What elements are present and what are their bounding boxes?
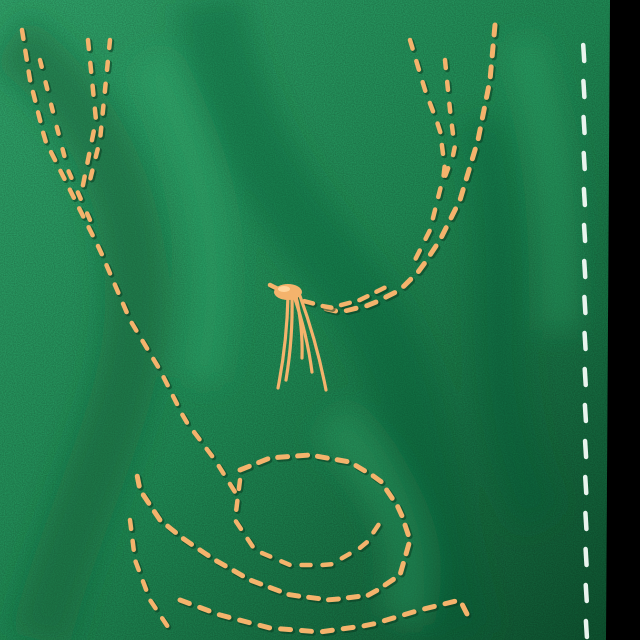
stitch [103, 106, 104, 114]
stitch [482, 108, 484, 118]
edge-stitch [584, 225, 585, 241]
stitch [93, 86, 94, 95]
stitch [240, 620, 250, 623]
stitch [445, 60, 446, 68]
stitch [239, 480, 240, 489]
stitch [478, 129, 480, 139]
stitch [100, 128, 101, 136]
stitch [322, 630, 332, 631]
stitch [490, 67, 491, 77]
stitch [317, 456, 327, 458]
stitch [438, 188, 440, 197]
stitch [92, 131, 94, 140]
stitch [90, 171, 92, 179]
stitch [90, 63, 91, 72]
stitch [425, 606, 435, 608]
stitch [323, 564, 332, 565]
stitch [38, 112, 40, 121]
stitch [46, 82, 48, 89]
stitch [69, 171, 72, 177]
stitch [87, 154, 89, 163]
stitch [323, 306, 332, 308]
stitch [348, 596, 358, 597]
stitch [466, 169, 469, 179]
stitch [343, 627, 353, 628]
stitch [105, 84, 106, 92]
stitch [433, 210, 435, 219]
stitch [51, 105, 53, 112]
edge-stitch [584, 189, 585, 205]
stitch [83, 176, 85, 185]
stitch [22, 30, 23, 39]
stitch [43, 133, 45, 142]
stitch [270, 588, 279, 592]
edge-stitch [583, 81, 584, 97]
stitch [29, 71, 30, 80]
edge-stitch [584, 117, 585, 133]
edge-stitch [585, 333, 586, 349]
edge-stitch [584, 297, 585, 313]
stitch [410, 40, 413, 49]
stitch [137, 476, 139, 486]
stitch [289, 595, 299, 597]
stitch [404, 612, 414, 615]
stitch [367, 302, 376, 306]
edge-stitch [583, 45, 584, 61]
stitch [240, 466, 249, 470]
stitch [96, 149, 98, 157]
stitch [337, 460, 347, 462]
edge-stitch [584, 153, 585, 169]
edge-stitch [584, 261, 585, 277]
stitch [298, 455, 308, 456]
stitch [236, 501, 237, 510]
stitch [260, 625, 270, 628]
stitch [328, 599, 338, 600]
stitch [136, 562, 139, 570]
stitch [88, 40, 89, 49]
stitch [438, 124, 441, 133]
stitch [57, 127, 59, 134]
stitch [180, 600, 189, 604]
edge-stitch-line-right [583, 45, 587, 637]
edge-stitch [585, 513, 586, 529]
edge-stitch [585, 477, 586, 493]
stitch [449, 104, 450, 112]
edge-stitch [585, 441, 586, 457]
stitch [107, 62, 108, 70]
stitch [384, 618, 394, 621]
edge-stitch [585, 369, 586, 385]
stitch [33, 92, 35, 101]
stitch [304, 301, 313, 303]
stitch [219, 615, 229, 618]
stitch [346, 308, 356, 310]
stitch [447, 82, 448, 90]
stitch [487, 88, 489, 98]
stitch [302, 631, 312, 632]
stitch [281, 629, 291, 630]
stitch [460, 189, 463, 199]
stitch [63, 149, 65, 156]
stitch [406, 544, 409, 554]
stitch [445, 601, 455, 603]
stitch [423, 82, 426, 91]
edge-stitch [586, 621, 587, 637]
stitch [442, 145, 443, 154]
stitch [78, 192, 81, 198]
stitch [492, 46, 493, 56]
stitch [430, 103, 433, 111]
stitch [143, 581, 146, 589]
stitch [494, 25, 495, 35]
stitch [25, 51, 26, 60]
stitch [87, 213, 90, 219]
edge-stitch [586, 549, 587, 565]
stitch [40, 60, 42, 67]
edge-stitch [585, 405, 586, 421]
stitch [278, 457, 288, 458]
stitch [472, 149, 475, 159]
stitch [109, 40, 110, 48]
stitch [259, 459, 268, 463]
stitch [445, 168, 448, 175]
stitch [364, 624, 374, 626]
stitch [309, 597, 319, 598]
edge-stitch [586, 585, 587, 601]
stitch [130, 520, 131, 529]
stitch [95, 109, 96, 118]
stitch [200, 607, 209, 611]
stitch [401, 563, 404, 573]
stitch [405, 525, 408, 534]
stitch [453, 147, 455, 155]
knot-highlight [278, 286, 290, 292]
stitch [416, 61, 419, 70]
stitch [251, 581, 260, 585]
stitch [452, 126, 453, 134]
stitch [341, 303, 350, 305]
stitch [133, 541, 134, 550]
